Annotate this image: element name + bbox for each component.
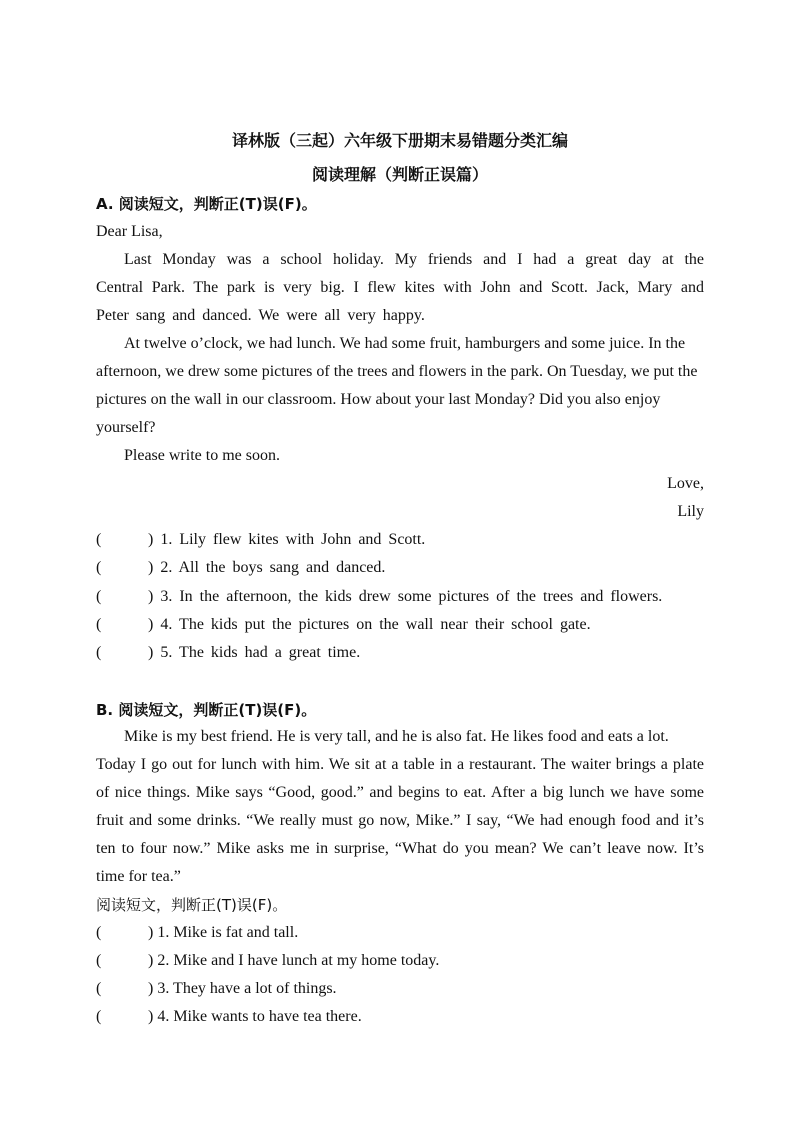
question-item [96, 950, 704, 972]
section-b-heading: B. 阅读短文，判断正(T)误(F)。 [96, 701, 317, 719]
question-text: ) 1. Mike is fat and tall. [148, 924, 299, 941]
passage-line: Today I go out for lunch with him. We sit at a table in a restaurant. The waiter brings a plate [96, 756, 704, 773]
question-item [96, 557, 704, 579]
question-item [96, 922, 704, 944]
instruction-text: 阅读短文，判断正(T)误(F)。 [96, 896, 288, 914]
question-item [96, 529, 704, 551]
question-text: ) 4. The kids put the pictures on the wall near their school gate. [148, 616, 591, 633]
letter-line: Last Monday was a school holiday. My friends and I had a great day at the [124, 251, 704, 268]
question-text: ) 2. Mike and I have lunch at my home today. [148, 952, 440, 969]
document-title: 译林版（三起）六年级下册期末易错题分类汇编 [231, 131, 568, 150]
question-item [96, 1006, 704, 1028]
passage-line: of nice things. Mike says “Good, good.” and begins to eat. After a big lunch we have some [96, 784, 704, 801]
answer-blank[interactable]: ( [96, 924, 102, 941]
letter-line: yourself? [96, 419, 156, 436]
question-text: ) 4. Mike wants to have tea there. [148, 1008, 362, 1025]
question-item [96, 978, 704, 1000]
letter-line: pictures on the wall in our classroom. How about your last Monday? Did you also enjoy [96, 391, 661, 408]
question-item [96, 642, 704, 664]
question-text: ) 5. The kids had a great time. [148, 644, 361, 661]
passage-line: ten to four now.” Mike asks me in surprise, “What do you mean? We can’t leave now. It’s [96, 840, 704, 857]
answer-blank[interactable]: ( [96, 559, 102, 576]
answer-blank[interactable]: ( [96, 531, 102, 548]
letter-closing: Love, [667, 475, 704, 492]
answer-blank[interactable]: ( [96, 588, 102, 605]
letter-line: Please write to me soon. [124, 447, 280, 464]
question-item [96, 614, 704, 636]
letter-line: At twelve o’clock, we had lunch. We had some fruit, hamburgers and some juice. In the [124, 335, 686, 352]
answer-blank[interactable]: ( [96, 616, 102, 633]
passage-line: fruit and some drinks. “We really must go now, Mike.” I say, “We had enough food and it’s [96, 812, 704, 829]
letter-line: Peter sang and danced. We were all very happy. [96, 307, 425, 324]
letter-line: afternoon, we drew some pictures of the trees and flowers in the park. On Tuesday, we put the [96, 363, 698, 380]
question-text: ) 2. All the boys sang and danced. [148, 559, 386, 576]
letter-line: Central Park. The park is very big. I flew kites with John and Scott. Jack, Mary and [96, 279, 704, 296]
passage-line: time for tea.” [96, 868, 181, 885]
letter-signature: Lily [677, 503, 704, 520]
letter-greeting: Dear Lisa, [96, 223, 163, 240]
section-a-heading: A. 阅读短文，判断正(T)误(F)。 [96, 195, 317, 213]
question-text: ) 3. They have a lot of things. [148, 980, 337, 997]
answer-blank[interactable]: ( [96, 952, 102, 969]
answer-blank[interactable]: ( [96, 980, 102, 997]
passage-line: Mike is my best friend. He is very tall, and he is also fat. He likes food and eats a lot. [124, 728, 669, 745]
question-item [96, 586, 704, 608]
answer-blank[interactable]: ( [96, 1008, 102, 1025]
question-text: ) 3. In the afternoon, the kids drew some pictures of the trees and flowers. [148, 588, 663, 605]
answer-blank[interactable]: ( [96, 644, 102, 661]
document-subtitle: 阅读理解（判断正误篇） [311, 165, 488, 184]
question-text: ) 1. Lily flew kites with John and Scott. [148, 531, 426, 548]
